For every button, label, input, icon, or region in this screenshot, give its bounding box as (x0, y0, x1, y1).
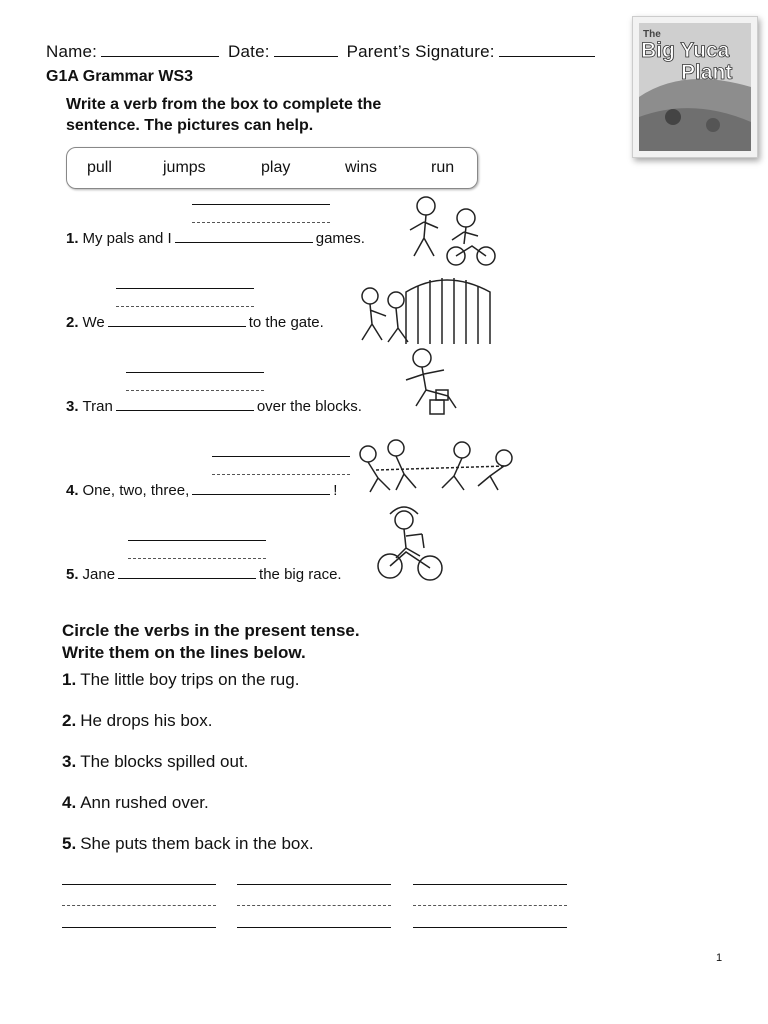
answer-line-mid (62, 905, 216, 906)
answer-line-bottom (413, 927, 567, 928)
answer-line-top[interactable] (237, 884, 391, 885)
word-box (66, 147, 478, 189)
sentence-text-before: Tran (82, 398, 113, 415)
handwriting-mid-line (212, 474, 350, 475)
sentence-text-before: Jane (82, 566, 116, 583)
answer-line-mid (413, 905, 567, 906)
boy-jumping-blocks-picture (400, 346, 464, 420)
tense-item (62, 834, 314, 854)
item-number: 5. (62, 834, 77, 853)
sentence-text-after: games. (315, 230, 365, 247)
tense-sentence[interactable]: Ann rushed over. (80, 793, 209, 812)
handwriting-mid-line (128, 558, 266, 559)
answer-blank[interactable] (118, 566, 256, 579)
tense-item (62, 670, 299, 690)
word-box-word: run (431, 159, 455, 176)
tense-item (62, 711, 212, 731)
item-number: 2. (66, 314, 79, 331)
sentence-text-after: over the blocks. (256, 398, 362, 415)
date-label: Date: (228, 42, 270, 61)
sentence-text-after: to the gate. (248, 314, 324, 331)
children-playing-picture (402, 190, 498, 270)
sentence-item-2 (66, 314, 324, 331)
item-number: 5. (66, 566, 79, 583)
section1-instruction-line2: sentence. The pictures can help. (66, 117, 314, 134)
sentence-text-before: We (82, 314, 105, 331)
section2-instruction-line1: Circle the verbs in the present tense. (62, 621, 360, 640)
answer-blank[interactable] (116, 398, 254, 411)
sentence-text-after: ! (333, 482, 338, 499)
word-box-word: pull (87, 159, 112, 176)
answer-line-bottom (237, 927, 391, 928)
item-number: 3. (66, 398, 79, 415)
answer-line-top[interactable] (62, 884, 216, 885)
word-box-word: play (261, 159, 291, 176)
handwriting-top-line (126, 372, 264, 373)
page-number: 1 (716, 952, 723, 964)
signature-label: Parent’s Signature: (346, 42, 495, 61)
cover-title-line2: Big Yuca (641, 39, 730, 62)
tense-sentence[interactable]: The little boy trips on the rug. (80, 670, 300, 689)
answer-blank[interactable] (175, 230, 313, 243)
tense-sentence[interactable]: The blocks spilled out. (80, 752, 249, 771)
signature-blank[interactable] (499, 42, 595, 57)
tense-sentence[interactable]: She puts them back in the box. (80, 834, 314, 853)
sentence-item-3 (66, 398, 362, 415)
book-cover-image (632, 16, 758, 158)
section1-instructions (66, 94, 381, 136)
worksheet-header (46, 42, 599, 62)
name-label: Name: (46, 42, 98, 61)
handwriting-top-line (212, 456, 350, 457)
sentence-item-4 (66, 482, 337, 499)
answer-blank[interactable] (108, 314, 246, 327)
answer-line-top[interactable] (413, 884, 567, 885)
answer-line-bottom (62, 927, 216, 928)
cover-title-line3: Plant (681, 61, 733, 84)
name-blank[interactable] (101, 42, 219, 57)
cover-title-line1: The (643, 29, 661, 40)
children-running-to-gate-picture (356, 272, 496, 346)
handwriting-mid-line (126, 390, 264, 391)
sentence-text-before: One, two, three, (82, 482, 190, 499)
section2-instructions (62, 620, 360, 664)
tense-sentence[interactable]: He drops his box. (80, 711, 213, 730)
sentence-text-before: My pals and I (82, 230, 172, 247)
tense-item (62, 752, 248, 772)
item-number: 3. (62, 752, 77, 771)
section2-instruction-line2: Write them on the lines below. (62, 643, 306, 662)
tense-item (62, 793, 209, 813)
item-number: 1. (66, 230, 79, 247)
book-cover-art (633, 17, 757, 157)
worksheet-subtitle: G1A Grammar WS3 (46, 68, 194, 85)
word-box-word: wins (345, 159, 378, 176)
handwriting-top-line (128, 540, 266, 541)
tug-of-war-picture (356, 436, 522, 496)
item-number: 4. (66, 482, 79, 499)
word-box-word: jumps (163, 159, 206, 176)
handwriting-mid-line (116, 306, 254, 307)
sentence-item-1 (66, 230, 365, 247)
section1-instruction-line1: Write a verb from the box to complete the (66, 96, 382, 113)
item-number: 2. (62, 711, 77, 730)
sentence-item-5 (66, 566, 342, 583)
date-blank[interactable] (274, 42, 338, 57)
answer-line-mid (237, 905, 391, 906)
girl-on-bike-picture (376, 500, 446, 582)
handwriting-top-line (116, 288, 254, 289)
item-number: 1. (62, 670, 77, 689)
answer-blank[interactable] (192, 482, 330, 495)
handwriting-mid-line (192, 222, 330, 223)
handwriting-top-line (192, 204, 330, 205)
sentence-text-after: the big race. (259, 566, 342, 583)
item-number: 4. (62, 793, 77, 812)
